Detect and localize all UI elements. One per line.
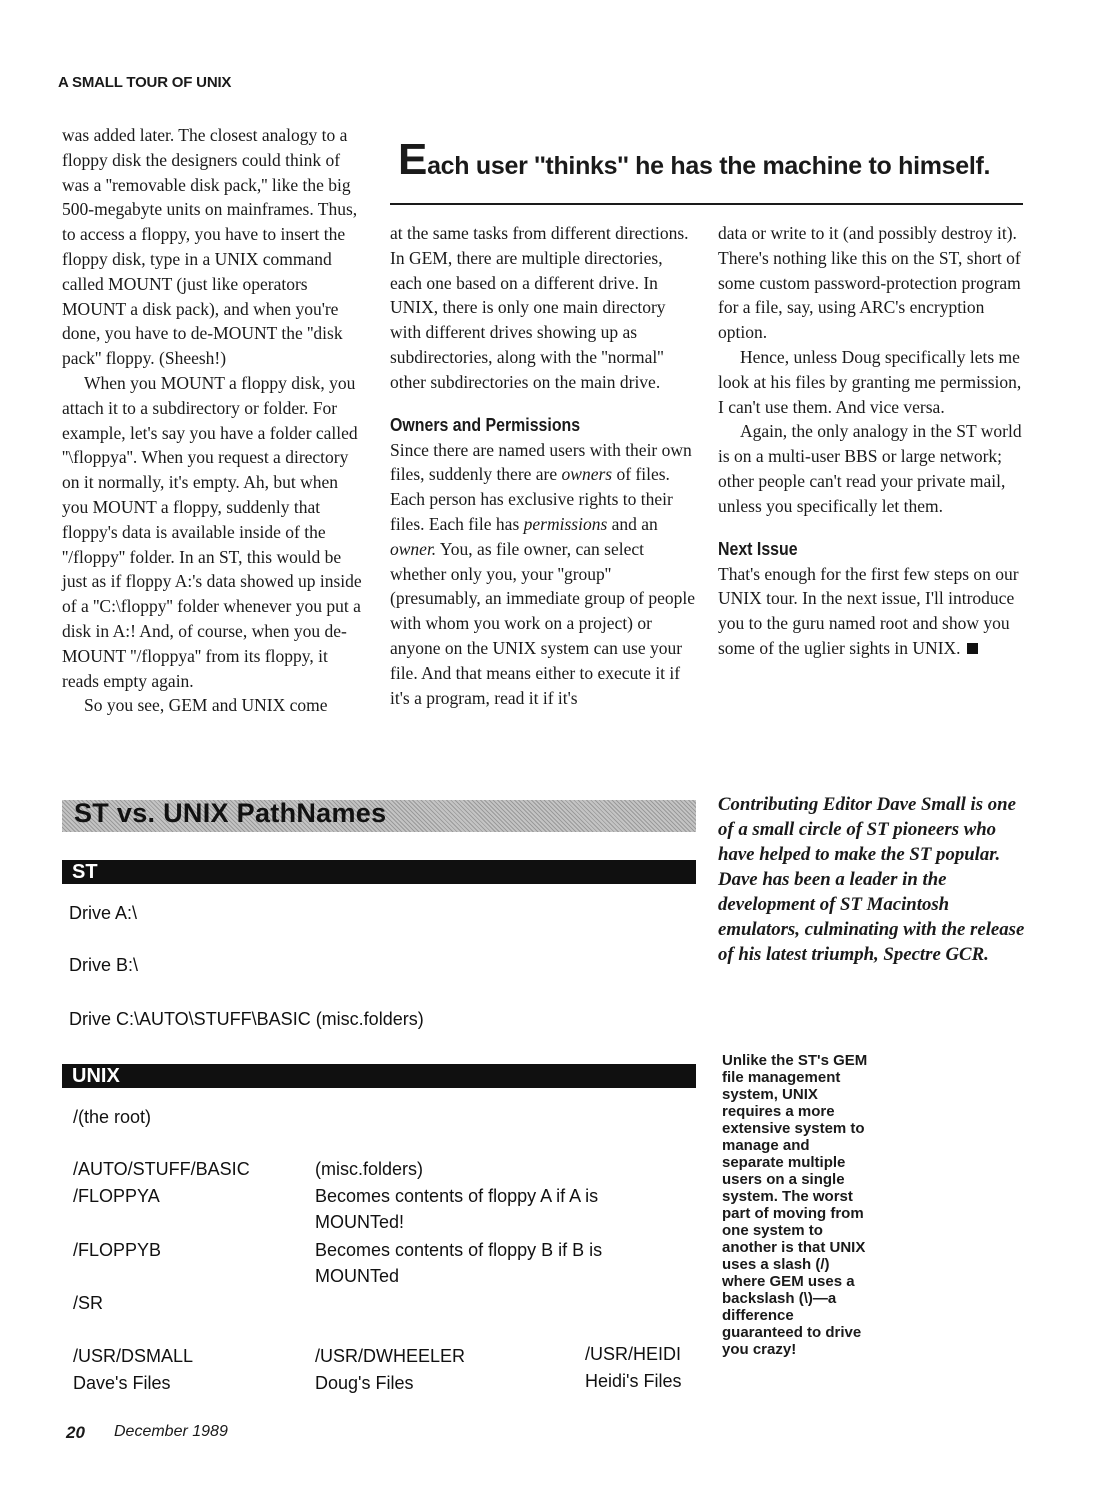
unix-user-desc: Heidi's Files — [585, 1371, 682, 1391]
unix-user-desc: Doug's Files — [315, 1373, 414, 1393]
unix-path-desc: Becomes contents of floppy B if B is MOUNTed — [315, 1240, 603, 1286]
unix-path: /AUTO/STUFF/BASIC — [73, 1159, 250, 1179]
article-column-2 — [390, 221, 696, 710]
author-bio: Contributing Editor Dave Small is one of a small circle of ST pioneers who have helped to make the ST popular. Dave has been a leader in the development of ST Macintosh emulators, culminating with the release of his latest triumph, Spectre GCR. — [718, 794, 1025, 965]
paragraph: Again, the only analogy in the ST world is on a multi-user BBS or large network; other people can't read your private mail, unless you specifically let them. — [718, 421, 1022, 516]
issue-date: December 1989 — [114, 1423, 228, 1440]
paragraph: data or write to it (and possibly destroy it). There's nothing like this on the ST, short of some custom password-protection program for a file, say, using ARC's encryption option. — [718, 223, 1021, 343]
unix-user-path: /USR/DSMALL — [73, 1346, 194, 1366]
article-column-1 — [62, 123, 368, 718]
article-column-3 — [718, 221, 1028, 661]
unix-root-path: /(the root) — [73, 1107, 152, 1127]
unix-path: /FLOPPYB — [73, 1240, 162, 1260]
paragraph: So you see, GEM and UNIX come — [84, 695, 328, 716]
paragraph: Since there are named users with their own files, suddenly there are owners of files. Each person has exclusive rights to their files. Each file has permissions and an owner. You, as file owner, can select whether only you, your ''group'' (presumably, an immediate group of people with whom you work on a project) or anyone on the UNIX system can use your file. And that means either to execute it if it's a program, read it if it's — [390, 439, 696, 708]
unix-user-desc: Dave's Files — [73, 1373, 171, 1393]
pull-quote-rule — [390, 203, 1023, 205]
st-path-row: Drive B:\ — [69, 955, 139, 975]
unix-user-path: /USR/HEIDI — [585, 1344, 682, 1364]
pull-quote-initial: E — [398, 135, 428, 184]
st-label: ST — [72, 861, 98, 883]
unix-path: /FLOPPYA — [73, 1186, 160, 1206]
page-number: 20 — [66, 1423, 85, 1442]
paragraph: Hence, unless Doug specifically lets me look at his files by granting me permission, I can't use them. And vice versa. — [718, 346, 1022, 417]
st-path-row: Drive C:\AUTO\STUFF\BASIC (misc.folders) — [69, 1009, 424, 1029]
running-head: A SMALL TOUR OF UNIX — [58, 74, 232, 91]
pull-quote-text: ach user ''thinks'' he has the machine to himself. — [427, 152, 991, 180]
st-header-bar — [62, 860, 696, 884]
unix-path-desc: Becomes contents of floppy A if A is MOUNTed! — [315, 1186, 599, 1232]
unix-path: /SR — [73, 1293, 104, 1313]
unix-user-path: /USR/DWHEELER — [315, 1346, 466, 1366]
paragraph: That's enough for the first few steps on our UNIX tour. In the next issue, I'll introduce you to the guru named root and show you some of the uglier sights in UNIX. — [718, 563, 1019, 658]
section-heading-next-issue: Next Issue — [718, 537, 798, 559]
st-path-row: Drive A:\ — [69, 903, 138, 923]
unix-label: UNIX — [72, 1065, 120, 1087]
paragraph: was added later. The closest analogy to a floppy disk the designers could think of was a ''removable disk pack,'' like the big 500-megabyte units on mainframes. Thus, to access a floppy, you have to insert the floppy disk, type in a UNIX command called MOUNT (just like operators MOUNT a disk pack), and when you're done, you have to de-MOUNT the ''disk pack'' floppy. (Sheesh!) — [62, 125, 358, 369]
paragraph: at the same tasks from different directions. In GEM, there are multiple directories, each one based on a different drive. In UNIX, there is only one main directory with different drives showing up as subdirectories, along with the ''normal'' other subdirectories on the main drive. — [390, 223, 689, 392]
pull-quote — [398, 135, 991, 184]
sidebar-title: ST vs. UNIX PathNames — [74, 798, 387, 828]
unix-path-desc: (misc.folders) — [315, 1159, 424, 1179]
paragraph: When you MOUNT a floppy disk, you attach it to a subdirectory or folder. For example, let's say you have a folder called ''\floppya''. When you request a directory on it normally, it's empty. Ah, but when you MOUNT a floppy, suddenly that floppy's data is available inside of the ''/floppy'' folder. In an ST, this would be just as if floppy A:'s data showed up inside of a ''C:\floppy'' folder whenever you put a disk in A:! And, of course, when you de-MOUNT ''/floppya'' from its floppy, it reads empty again. — [62, 372, 362, 691]
unix-header-bar — [62, 1064, 696, 1088]
sidebar-caption: Unlike the ST's GEM file management system, UNIX requires a more extensive system to manage and separate multiple users on a single system. The worst part of moving from one system to another is that UNIX uses a slash (/) where GEM uses a backslash (\)—a difference guaranteed to drive you crazy! — [722, 1052, 868, 1358]
sidebar-title-bar — [62, 800, 696, 832]
section-heading-owners: Owners and Permissions — [390, 413, 581, 435]
end-mark-icon — [967, 643, 978, 654]
